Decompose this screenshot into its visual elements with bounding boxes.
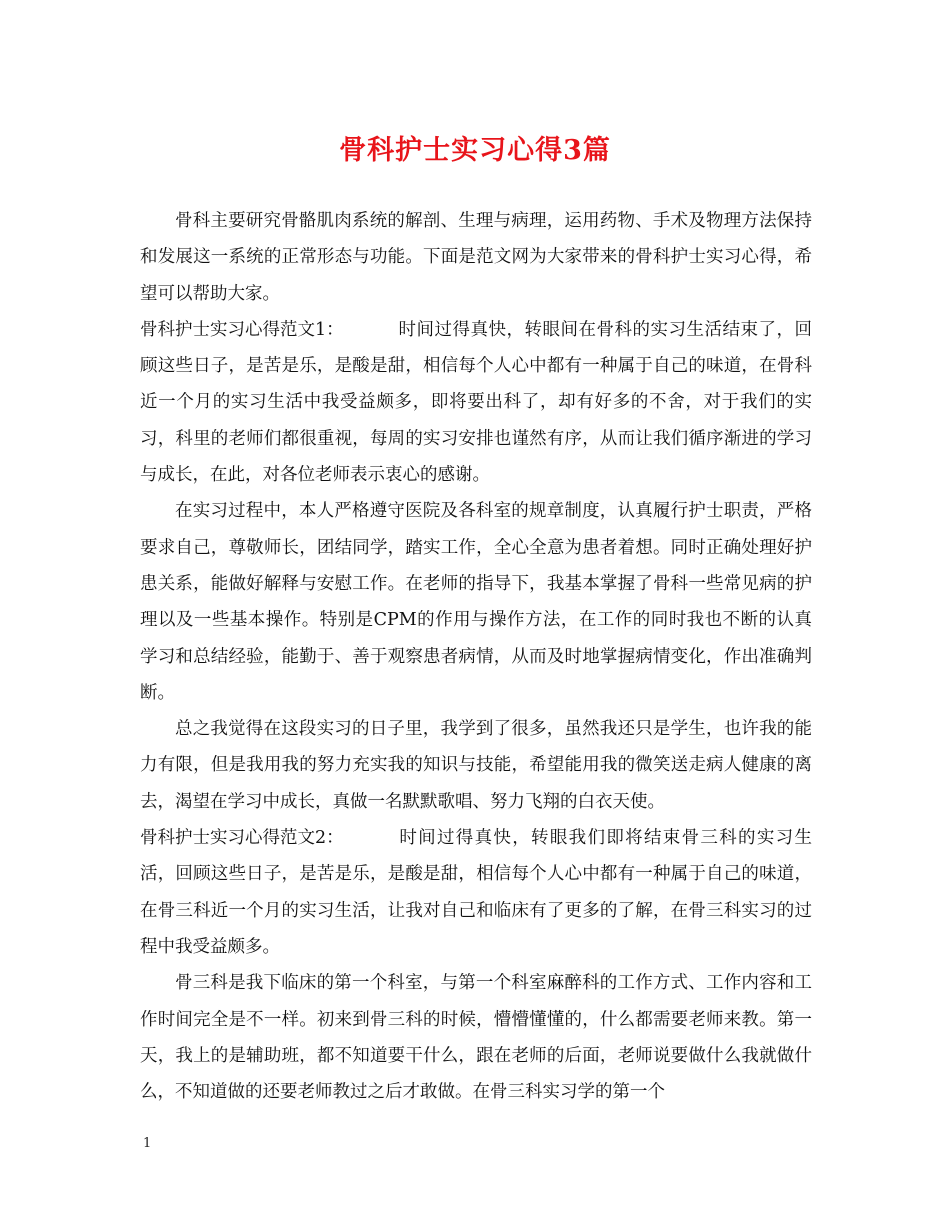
sample1-label: 骨科护士实习心得范文1： — [140, 319, 344, 340]
intro-paragraph: 骨科主要研究骨骼肌肉系统的解剖、生理与病理，运用药物、手术及物理方法保持和发展这一系统的正常形态与功能。下面是范文网为大家带来的骨科护士实习心得，希望可以帮助大家。 — [140, 211, 812, 304]
body-paragraph-2: 在实习过程中，本人严格遵守医院及各科室的规章制度，认真履行护士职责，严格要求自己，尊敬师长，团结同学，踏实工作，全心全意为患者着想。同时正确处理好护患关系，能做好解释与安慰工作。在老师的指导下，我基本掌握了骨科一些常见病的护理以及一些基本操作。特别是CPM的作用与操作方法，在工作的同时我也不断的认真学习和总结经验，能勤于、善于观察患者病情，从而及时地掌握病情变化，作出准确判断。 — [140, 501, 812, 703]
sample2-label: 骨科护士实习心得范文2： — [140, 828, 344, 849]
body-paragraph-3: 总之我觉得在这段实习的日子里，我学到了很多，虽然我还只是学生，也许我的能力有限，但是我用我的努力充实我的知识与技能，希望能用我的微笑送走病人健康的离去，渴望在学习中成长，真做一名默默歌唱、努力飞翔的白衣天使。 — [140, 719, 812, 812]
sample2-text: 时间过得真快，转眼我们即将结束骨三科的实习生活，回顾这些日子，是苦是乐，是酸是甜，相信每个人心中都有一种属于自己的味道，在骨三科近一个月的实习生活，让我对自己和临床有了更多的了解，在骨三科实习的过程中我受益颇多。 — [140, 828, 812, 957]
document-title: 骨科护士实习心得3篇 — [339, 135, 611, 166]
document-body — [140, 203, 812, 1110]
sample1-text: 时间过得真快，转眼间在骨科的实习生活结束了，回顾这些日子，是苦是乐，是酸是甜，相信每个人心中都有一种属于自己的味道，在骨科近一个月的实习生活中我受益颇多，即将要出科了，却有好多的不舍，对于我们的实习，科里的老师们都很重视，每周的实习安排也谨然有序，从而让我们循序渐进的学习与成长，在此，对各位老师表示衷心的感谢。 — [140, 319, 812, 486]
sample1-paragraph — [140, 312, 812, 493]
page-number: 1 — [143, 1136, 152, 1151]
body-paragraph-4: 骨三科是我下临床的第一个科室，与第一个科室麻醉科的工作方式、工作内容和工作时间完全是不一样。初来到骨三科的时候，懵懵懂懂的，什么都需要老师来教。第一天，我上的是辅助班，都不知道要干什么，跟在老师的后面，老师说要做什么我就做什么，不知道做的还要老师教过之后才敢做。在骨三科实习学的第一个 — [140, 973, 812, 1103]
sample2-paragraph — [140, 820, 812, 965]
